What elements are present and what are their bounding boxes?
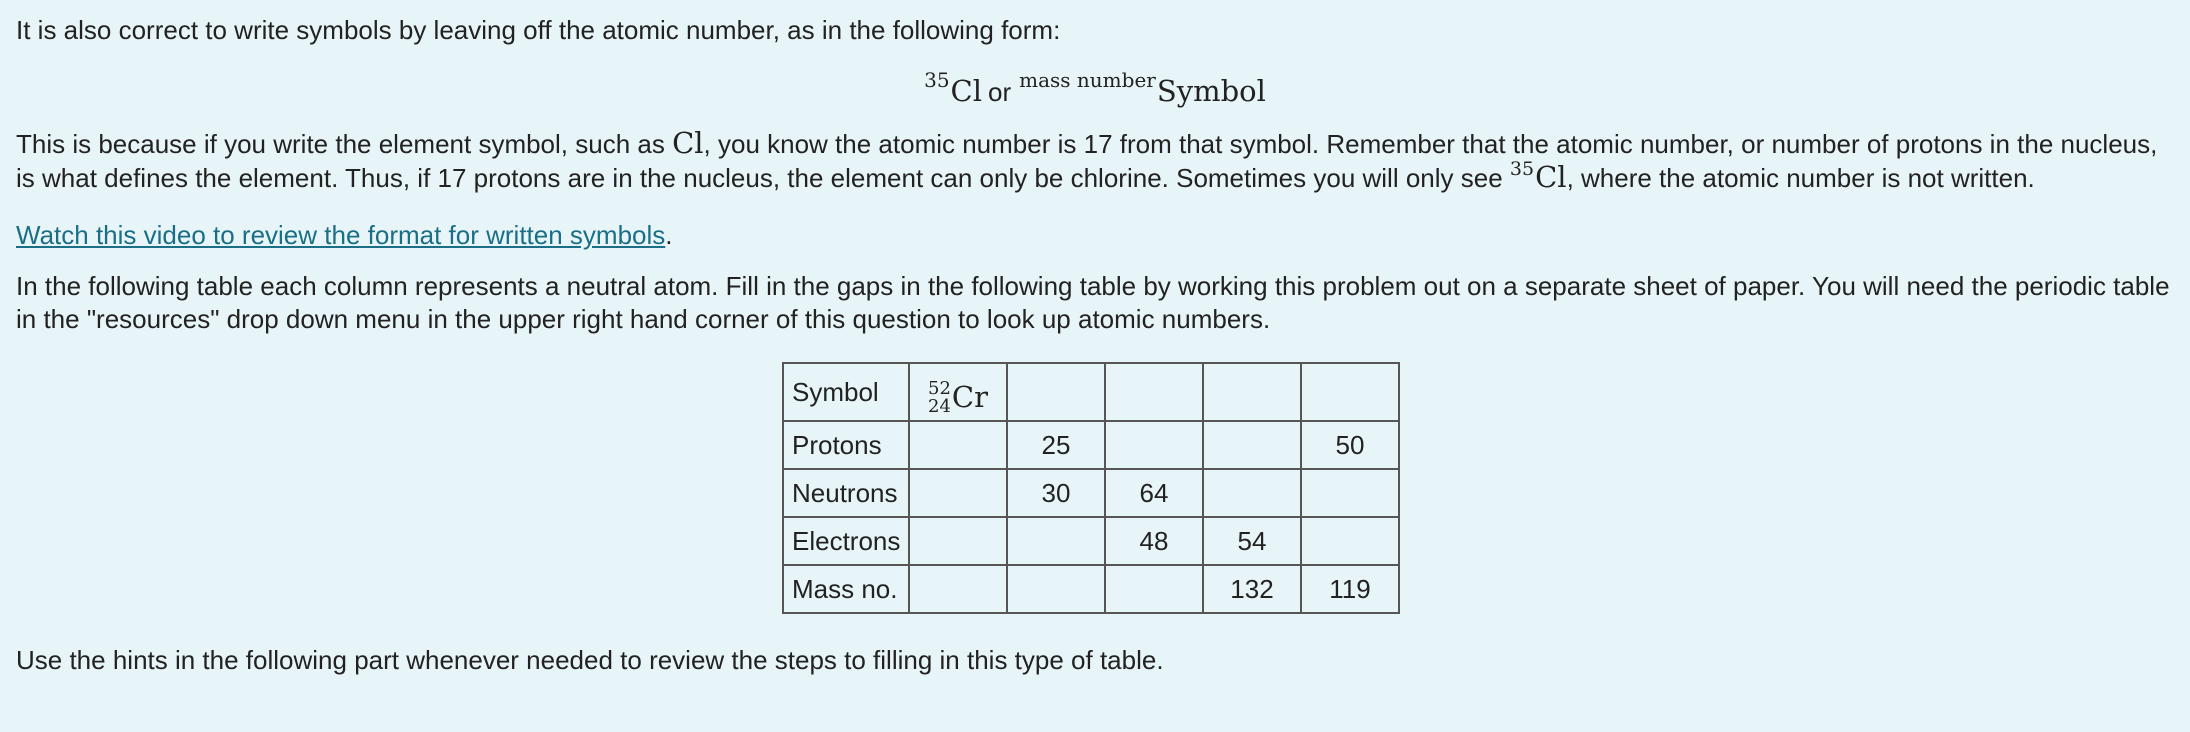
hint-text: Use the hints in the following part whenever needed to review the steps to filling in this type of table. bbox=[16, 645, 1164, 675]
nuclide-symbol bbox=[928, 377, 988, 417]
table-cell: 25 bbox=[1007, 421, 1105, 469]
video-paragraph bbox=[16, 219, 2174, 252]
symbol-formula bbox=[16, 68, 2174, 111]
table-cell bbox=[909, 517, 1007, 565]
nuclide-element: Cr bbox=[951, 380, 988, 414]
table-row-mass-number bbox=[783, 565, 1399, 613]
table-cell: 132 bbox=[1203, 565, 1301, 613]
table-cell bbox=[1105, 363, 1203, 421]
formula-mass-number: 35 bbox=[924, 68, 950, 92]
table-cell bbox=[1007, 565, 1105, 613]
table-cell bbox=[1301, 363, 1399, 421]
explanation-part-1: This is because if you write the element symbol, such as bbox=[16, 129, 673, 159]
video-link[interactable]: Watch this video to review the format for written symbols bbox=[16, 220, 666, 250]
table-cell: 119 bbox=[1301, 565, 1399, 613]
row-label: Neutrons bbox=[783, 469, 909, 517]
table-row-symbol bbox=[783, 363, 1399, 421]
table-cell bbox=[909, 421, 1007, 469]
row-label: Mass no. bbox=[783, 565, 909, 613]
table-cell bbox=[1203, 469, 1301, 517]
instructions-paragraph: In the following table each column represents a neutral atom. Fill in the gaps in the following table by working this problem out on a separate sheet of paper. You will need the periodic table in the "resources" drop down menu in the upper right hand corner of this question to look up atomic numbers. bbox=[16, 271, 2170, 334]
row-label: Protons bbox=[783, 421, 909, 469]
formula-symbol: Cl bbox=[950, 74, 983, 108]
explanation-inline-symbol: Cl bbox=[1535, 160, 1567, 194]
table-cell bbox=[1203, 421, 1301, 469]
table-row-electrons bbox=[783, 517, 1399, 565]
atom-table-wrapper bbox=[16, 362, 2174, 624]
table-cell: 64 bbox=[1105, 469, 1203, 517]
formula-generic-superscript: mass number bbox=[1019, 68, 1156, 92]
table-cell bbox=[909, 469, 1007, 517]
row-label: Symbol bbox=[783, 363, 909, 421]
table-cell bbox=[1105, 565, 1203, 613]
atom-table bbox=[782, 362, 1400, 614]
nuclide-atomic: 24 bbox=[928, 395, 951, 417]
table-cell bbox=[1007, 363, 1105, 421]
table-row-neutrons bbox=[783, 469, 1399, 517]
table-cell bbox=[1301, 517, 1399, 565]
nuclide-mass: 52 bbox=[928, 377, 951, 399]
explanation-symbol: Cl bbox=[672, 126, 704, 160]
table-cell bbox=[1301, 469, 1399, 517]
table-cell: 50 bbox=[1301, 421, 1399, 469]
explanation-paragraph bbox=[16, 127, 2174, 198]
explanation-part-3: , where the atomic number is not written. bbox=[1566, 163, 2035, 193]
row-label: Electrons bbox=[783, 517, 909, 565]
table-cell: 48 bbox=[1105, 517, 1203, 565]
table-cell bbox=[909, 363, 1007, 421]
explanation-inline-mass: 35 bbox=[1509, 158, 1535, 180]
explanation-part-2: , you know the atomic number is 17 from that symbol. Remember that the atomic number, or number of protons in the nucleus, is what defines the element. Thus, if 17 protons are in the nucleus, the element can only be chlorine. Sometimes you will only see bbox=[16, 129, 2158, 193]
formula-generic-symbol: Symbol bbox=[1156, 74, 1266, 108]
table-cell bbox=[909, 565, 1007, 613]
table-cell: 30 bbox=[1007, 469, 1105, 517]
formula-or: or bbox=[988, 77, 1012, 107]
table-row-protons bbox=[783, 421, 1399, 469]
table-cell: 54 bbox=[1203, 517, 1301, 565]
table-cell bbox=[1105, 421, 1203, 469]
table-cell bbox=[1007, 517, 1105, 565]
video-trailing: . bbox=[665, 220, 673, 250]
table-cell bbox=[1203, 363, 1301, 421]
intro-text: It is also correct to write symbols by leaving off the atomic number, as in the following form: bbox=[16, 15, 1061, 45]
